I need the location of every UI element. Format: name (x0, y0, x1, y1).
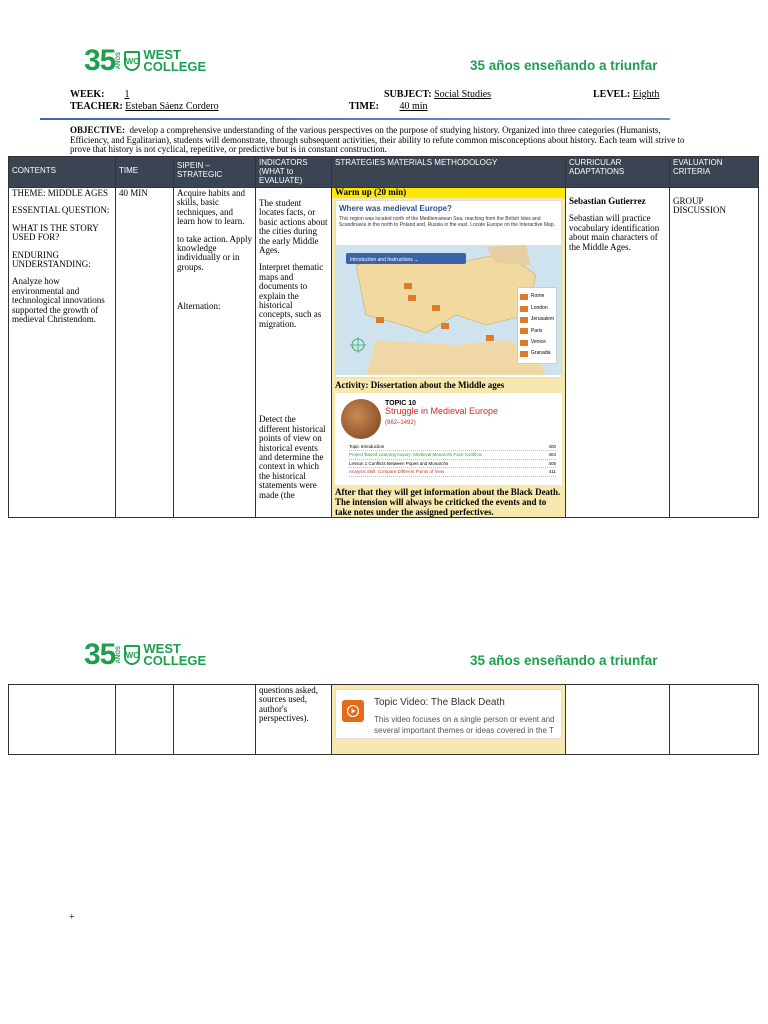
activity-heading: Activity: Dissertation about the Middle ages (335, 380, 505, 391)
cell-strategies (332, 188, 566, 518)
legend-item (520, 327, 554, 336)
cell-strategies (332, 685, 566, 755)
cell-time (116, 685, 174, 755)
map-description: This region was located north of the Mediterranean Sea, reaching from the British Isles and Scandinavia in the north to Poland and, Russia in the east. Locate Europe on the Interactive Map. (339, 215, 555, 228)
legend-rome: Rome (530, 293, 545, 300)
topic-number: TOPIC 10 (385, 399, 416, 407)
essential-question-label: ESSENTIAL QUESTION: (12, 205, 110, 216)
logo-number: 35 (84, 638, 116, 671)
video-desc-line2: several important themes or ideas covered in the T (374, 726, 554, 735)
play-icon[interactable] (342, 700, 364, 722)
topic-row-label: Lesson 1 Conflicts Between Popes and Monarchs (349, 460, 449, 466)
table-header-row (9, 157, 759, 188)
table-row (9, 188, 759, 518)
cell-indicators: questions asked, sources used, author's perspectives). (256, 685, 332, 755)
adaptation-text: Sebastian will practice vocabulary identification about main characters of the Middle Ages. (569, 213, 660, 252)
logo-line1: WEST (143, 47, 181, 62)
cell-contents (9, 188, 116, 518)
list-item (349, 460, 556, 469)
topic-contents (349, 443, 556, 477)
sipein-text-3: Alternation: (177, 301, 221, 312)
topic-row-label: Analysis Skill: Compare Different Points of View (349, 469, 445, 475)
time-label: TIME: (349, 101, 379, 112)
slogan: 35 años enseñando a triunfar (470, 58, 658, 73)
subject-value: Social Studies (434, 89, 492, 100)
legend-london: London (530, 304, 548, 311)
cell-sipein (174, 188, 256, 518)
legend-jerusalem: Jerusalem (530, 316, 554, 323)
video-desc-line1: This video focuses on a single person or event and (374, 715, 555, 724)
legend-item (520, 349, 554, 358)
map-title: Where was medieval Europe? (339, 204, 452, 214)
cell-sipein (174, 685, 256, 755)
sipein-text-2: to take action. Apply knowledge individually or in groups. (177, 233, 252, 272)
logo-line2: COLLEGE (143, 59, 207, 74)
header-indicators: INDICATORS (WHAT to EVALUATE) (256, 157, 332, 188)
essential-question-text: WHAT IS THE STORY USED FOR? (12, 222, 99, 243)
indicator-text-3: Detect the different historical points of view on historical events and determine the context in which the historical statements were made (the (259, 414, 326, 500)
topic-row-page: 411 (548, 469, 556, 475)
slogan-page2: 35 años enseñando a triunfar (470, 653, 658, 668)
lesson-plan-table-continued (8, 684, 759, 755)
video-title: Topic Video: The Black Death (374, 697, 505, 708)
evaluation-text: GROUP DISCUSSION (673, 196, 727, 216)
legend-granada: Granada (530, 350, 551, 357)
cell-time: 40 MIN (116, 188, 174, 518)
topic-years: (962–1492) (385, 419, 416, 426)
logo-anos: AÑOS (116, 646, 123, 664)
topic-row-page: 400 (548, 443, 556, 449)
topic-row-page: 405 (548, 460, 556, 466)
objective-text: develop a comprehensive understanding of the various perspectives on the purpose of studying history. Organized into three categories (Humanists, Efficiency, and Egalitarian), students will demonstrate, through subsequent activities, their ability to refute common misconceptions about history. Each team will strive to prove that history is not cyclical, repetitive, or predictive but is in constant construction. (70, 125, 685, 155)
list-item (349, 443, 556, 452)
topic-row-label: Topic Introduction (349, 443, 385, 449)
level-field (593, 89, 715, 100)
list-item (349, 451, 556, 460)
legend-item (520, 304, 554, 313)
student-name: Sebastian Gutierrez (569, 196, 646, 206)
map-intro-label: Introduction and Instructions ⌄ (350, 257, 419, 264)
week-value: 1 (124, 89, 130, 100)
table-row (9, 685, 759, 755)
theme-text: THEME: MIDDLE AGES (12, 188, 108, 198)
logo-line1: WEST (143, 641, 181, 656)
subject-label: SUBJECT: (384, 89, 432, 100)
header-strategies: STRATEGIES MATERIALS METHODOLOGY (332, 157, 566, 188)
cell-evaluation (670, 188, 759, 518)
objective-label: OBJECTIVE: (70, 125, 126, 135)
level-label: LEVEL: (593, 89, 631, 100)
topic-row-page: 404 (548, 452, 556, 458)
indicator-text-1: The student locates facts, or basic actions about the cities during the early Middle Ages. (259, 198, 328, 256)
header-sipein: SIPEIN – STRATEGIC (174, 157, 256, 188)
header-evaluation: EVALUATION CRITERIA (670, 157, 759, 188)
logo-line2: COLLEGE (143, 653, 207, 668)
logo-crest-icon: WC (124, 51, 140, 71)
map-legend (517, 287, 557, 363)
legend-venice: Venice (530, 339, 546, 346)
header-adaptations: CURRICULAR ADAPTATIONS (566, 157, 670, 188)
plus-mark: + (69, 912, 75, 923)
subject-field (384, 89, 491, 100)
legend-paris: Paris (530, 327, 543, 334)
video-description (374, 714, 555, 736)
teacher-label: TEACHER: (70, 101, 123, 112)
topic-video-card[interactable] (335, 689, 562, 739)
topic-image (341, 399, 381, 439)
enduring-text: Analyze how environmental and technological innovations supported the growth of medieval Christendom. (12, 276, 105, 325)
level-value: Eighth (632, 89, 660, 100)
after-activity-text: After that they will get information about the Black Death. The intension will always be criticked the events and to take notes under the assigned perfectives. (335, 486, 561, 517)
logo-wordmark (143, 49, 206, 73)
topic-row-label: Project-Based Learning Inquiry: Medieval Monarchs Face Conflicts (349, 452, 483, 458)
cell-evaluation (670, 685, 759, 755)
logo-crest-icon: WC (124, 645, 140, 665)
school-logo-page2 (84, 640, 206, 670)
list-item (349, 468, 556, 477)
topic-card (335, 393, 562, 485)
week-label: WEEK: (70, 89, 105, 100)
cell-indicators (256, 188, 332, 518)
legend-item (520, 338, 554, 347)
logo-anos: AÑOS (116, 52, 123, 70)
medieval-europe-map (335, 200, 562, 378)
header-divider (40, 118, 670, 120)
header-contents: CONTENTS (9, 157, 116, 188)
legend-item (520, 315, 554, 324)
logo-number: 35 (84, 44, 116, 77)
school-logo (84, 46, 206, 76)
week-field (70, 89, 147, 100)
objective (70, 126, 700, 155)
lesson-plan-table (8, 156, 759, 518)
indicator-text-2: Interpret thematic maps and documents to explain the historical concepts, such as migration. (259, 262, 324, 329)
cell-contents (9, 685, 116, 755)
legend-item (520, 292, 554, 301)
topic-title: Struggle in Medieval Europe (385, 405, 499, 416)
enduring-label: ENDURING UNDERSTANDING: (12, 249, 91, 270)
logo-wordmark (143, 643, 206, 667)
time-field (349, 101, 494, 112)
warmup-heading: Warm up (20 min) (332, 187, 565, 198)
cell-adaptations (566, 685, 670, 755)
teacher-field (70, 101, 219, 112)
teacher-value: Esteban Sáenz Cordero (125, 101, 219, 112)
header-time: TIME (116, 157, 174, 188)
sipein-text-1: Acquire habits and skills, basic techniques, and learn how to learn. (177, 188, 245, 227)
time-value: 40 min (399, 101, 428, 112)
cell-adaptations (566, 188, 670, 518)
